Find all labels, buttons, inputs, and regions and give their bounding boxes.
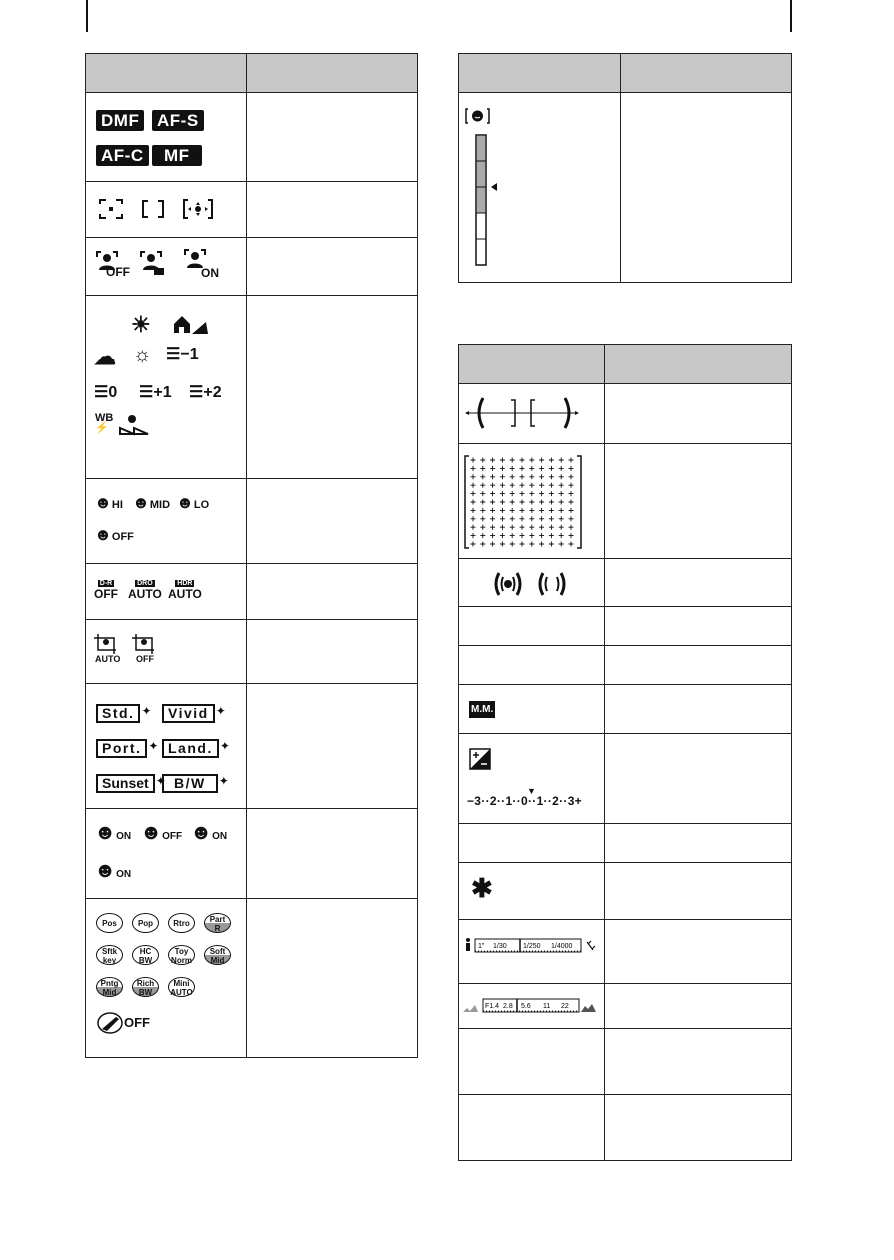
af-point <box>490 491 495 496</box>
af-point <box>490 542 495 547</box>
af-point <box>490 483 495 488</box>
af-point <box>500 516 505 521</box>
af-point <box>500 466 505 471</box>
af-point <box>480 500 485 505</box>
af-point <box>569 500 574 505</box>
af-point <box>480 508 485 513</box>
af-point <box>480 458 485 463</box>
picture-effect-icon: Pos <box>96 913 123 933</box>
shutter-mark: 1/250 <box>523 943 541 950</box>
af-point <box>539 458 544 463</box>
picture-effect-icon: Rtro <box>168 913 195 933</box>
smile-shutter-cell <box>86 809 247 899</box>
face-level-cell <box>459 93 621 283</box>
fluorescent-plus1-icon: ☰+1 <box>139 384 172 401</box>
picture-effect-off-icon: OFF <box>96 1011 150 1035</box>
style-landscape: Land. ✦ <box>162 739 230 758</box>
framing-off-icon <box>132 634 158 654</box>
framing-off-label: OFF <box>136 654 154 664</box>
focus-mode-cell <box>86 93 247 182</box>
soft-skin-lo-icon: ☻LO <box>176 493 210 512</box>
af-point <box>471 474 476 479</box>
fluorescent-0-icon: ☰0 <box>94 384 118 401</box>
smile-on-icon-2: ☻ON <box>190 821 228 844</box>
margin-line-right <box>790 0 792 32</box>
af-wide-frame-icon <box>463 396 583 430</box>
af-point <box>510 500 515 505</box>
face-registration-level-icon <box>465 107 515 267</box>
shutter-mark: 1/4000 <box>551 943 573 950</box>
style-bw: B/W ✦ <box>162 774 229 793</box>
af-point <box>480 474 485 479</box>
af-point <box>569 474 574 479</box>
af-point <box>529 516 534 521</box>
af-point <box>471 483 476 488</box>
af-point <box>471 500 476 505</box>
af-point <box>480 483 485 488</box>
shutter-speed-scale-cell <box>459 920 605 984</box>
af-point <box>471 525 476 530</box>
af-grid-cell <box>459 444 605 559</box>
af-point <box>539 491 544 496</box>
metered-manual-cell <box>459 685 605 734</box>
auto-port-framing-cell <box>86 620 247 684</box>
picture-effect-icon: Toy Norm <box>168 945 195 965</box>
af-point <box>520 542 525 547</box>
af-point <box>569 466 574 471</box>
shutter-mark: 1" <box>478 943 485 950</box>
empty-cell <box>459 1095 605 1161</box>
af-point <box>569 525 574 530</box>
af-point <box>490 474 495 479</box>
af-point <box>539 533 544 538</box>
af-point <box>490 516 495 521</box>
header-cell <box>459 54 621 93</box>
af-point <box>539 474 544 479</box>
af-point <box>471 491 476 496</box>
af-point <box>549 458 554 463</box>
ev-pointer-icon: ▼ <box>527 786 536 796</box>
exposure-comp-cell <box>459 734 605 824</box>
left-indicator-table <box>85 53 418 1058</box>
af-point <box>471 516 476 521</box>
header-cell <box>459 345 605 384</box>
creative-style-cell <box>86 684 247 809</box>
af-point <box>471 533 476 538</box>
fluorescent-minus1-icon: ☰−1 <box>166 346 199 363</box>
af-point <box>559 483 564 488</box>
af-point <box>520 508 525 513</box>
right-top-table <box>458 53 792 283</box>
framing-auto-icon <box>94 634 120 654</box>
face-off-label: OFF <box>106 265 130 279</box>
af-point <box>490 500 495 505</box>
aperture-mark: 11 <box>543 1003 551 1010</box>
style-sunset: Sunset ✦ <box>96 774 166 793</box>
af-point <box>529 525 534 530</box>
af-point <box>490 525 495 530</box>
fluorescent-plus2-icon: ☰+2 <box>189 384 222 401</box>
empty-cell <box>459 1029 605 1095</box>
af-point <box>529 466 534 471</box>
picture-effect-icon: Rich BW <box>132 977 159 997</box>
af-point <box>520 483 525 488</box>
aperture-scale-icon <box>463 996 601 1020</box>
af-point <box>510 533 515 538</box>
af-point <box>559 542 564 547</box>
aperture-mark: 22 <box>561 1003 569 1010</box>
af-point <box>549 542 554 547</box>
af-point-grid-icon <box>463 454 583 550</box>
af-point <box>569 491 574 496</box>
af-point <box>559 500 564 505</box>
af-point <box>510 483 515 488</box>
af-point <box>510 508 515 513</box>
af-point <box>529 533 534 538</box>
af-point <box>520 466 525 471</box>
af-point <box>510 466 515 471</box>
picture-effect-icon: Pop <box>132 913 159 933</box>
cloudy-icon: ☁ <box>94 344 116 369</box>
af-point <box>500 533 505 538</box>
mm-icon: M.M. <box>469 701 495 718</box>
af-point <box>520 525 525 530</box>
af-s-badge: AF-S <box>152 110 204 131</box>
empty-cell <box>459 646 605 685</box>
focus-area-icons <box>96 198 216 222</box>
header-cell <box>247 54 418 93</box>
af-c-badge: AF-C <box>96 145 149 166</box>
af-point <box>471 508 476 513</box>
af-point <box>539 525 544 530</box>
mf-badge: MF <box>152 145 202 166</box>
smile-on-icon-3: ☻ON <box>94 859 132 882</box>
af-point <box>471 542 476 547</box>
smile-on-icon-1: ☻ON <box>94 821 132 844</box>
soft-skin-cell <box>86 479 247 564</box>
af-point <box>529 508 534 513</box>
style-std: Std. ✦ <box>96 704 152 723</box>
af-point <box>569 483 574 488</box>
picture-effect-icon: Pntg Mid <box>96 977 123 997</box>
af-point <box>559 525 564 530</box>
steady-shot-cell <box>459 559 605 607</box>
af-point <box>529 491 534 496</box>
hdr-auto-icon: HDR AUTO <box>168 580 202 601</box>
af-point <box>490 466 495 471</box>
picture-effect-icon: Soft Mid <box>204 945 231 965</box>
af-point <box>500 458 505 463</box>
af-point <box>559 533 564 538</box>
af-point <box>520 474 525 479</box>
af-point <box>480 542 485 547</box>
af-frame-cell <box>459 384 605 444</box>
wb-flash-icon: WB ⚡ <box>95 412 114 434</box>
af-point <box>559 458 564 463</box>
af-point <box>520 491 525 496</box>
af-point <box>569 516 574 521</box>
header-cell <box>86 54 247 93</box>
af-point <box>539 500 544 505</box>
af-point <box>510 491 515 496</box>
style-portrait: Port. ✦ <box>96 739 158 758</box>
dro-hdr-cell <box>86 564 247 620</box>
af-point <box>549 508 554 513</box>
aperture-mark: F1.4 <box>485 1003 500 1010</box>
af-point <box>539 466 544 471</box>
aperture-mark: 5.6 <box>521 1003 531 1010</box>
smile-off-icon: ☻OFF <box>140 821 183 844</box>
shade-icon <box>172 314 210 336</box>
af-point <box>569 508 574 513</box>
shutter-speed-scale-icon <box>463 936 601 960</box>
af-point <box>529 542 534 547</box>
af-point <box>539 483 544 488</box>
af-point <box>549 500 554 505</box>
exposure-comp-icon <box>469 748 491 770</box>
af-point <box>471 466 476 471</box>
soft-skin-off-icon: ☻OFF <box>94 525 134 544</box>
af-point <box>549 474 554 479</box>
af-point <box>510 516 515 521</box>
af-point <box>510 525 515 530</box>
af-point <box>471 458 476 463</box>
af-point <box>490 458 495 463</box>
af-point <box>500 525 505 530</box>
picture-effect-icon: Sftk key <box>96 945 123 965</box>
margin-line-left <box>86 0 88 32</box>
af-point <box>490 508 495 513</box>
af-point <box>520 533 525 538</box>
af-point <box>500 474 505 479</box>
af-point <box>549 466 554 471</box>
af-point <box>500 508 505 513</box>
header-cell <box>621 54 792 93</box>
picture-effect-icon: Mini AUTO <box>168 977 195 997</box>
focus-area-cell <box>86 182 247 238</box>
af-point <box>480 516 485 521</box>
af-point <box>529 458 534 463</box>
framing-auto-label: AUTO <box>95 654 121 664</box>
af-point <box>500 491 505 496</box>
dro-auto-icon: DRO AUTO <box>128 580 162 601</box>
af-point <box>500 542 505 547</box>
af-point <box>569 458 574 463</box>
soft-skin-hi-icon: ☻HI <box>94 493 123 512</box>
empty-cell <box>459 607 605 646</box>
af-point <box>520 500 525 505</box>
af-point <box>569 533 574 538</box>
af-point <box>529 483 534 488</box>
face-detection-cell <box>86 238 247 296</box>
ae-lock-icon: ✱ <box>471 873 493 903</box>
white-balance-cell <box>86 296 247 479</box>
style-vivid: Vivid ✦ <box>162 704 226 723</box>
af-point <box>480 525 485 530</box>
af-point <box>549 491 554 496</box>
empty-cell <box>459 824 605 863</box>
face-detect-registered-icon <box>138 248 178 288</box>
af-point <box>549 533 554 538</box>
face-on-label: ON <box>201 266 219 280</box>
af-point <box>510 542 515 547</box>
right-bottom-table <box>458 344 792 1161</box>
incandescent-icon: ☼ <box>133 344 152 366</box>
header-cell <box>605 345 792 384</box>
af-point <box>520 516 525 521</box>
af-point <box>529 474 534 479</box>
dmf-badge: DMF <box>96 110 144 131</box>
af-point <box>539 508 544 513</box>
af-point <box>559 491 564 496</box>
af-point <box>480 466 485 471</box>
af-point <box>569 542 574 547</box>
shutter-mark: 1/30 <box>493 943 507 950</box>
af-point <box>480 533 485 538</box>
af-point <box>529 500 534 505</box>
af-point <box>480 491 485 496</box>
aperture-mark: 2.8 <box>503 1003 513 1010</box>
af-point <box>559 508 564 513</box>
af-point <box>500 500 505 505</box>
af-point <box>549 483 554 488</box>
af-point <box>539 516 544 521</box>
af-point <box>510 458 515 463</box>
custom-wb-icon <box>118 414 152 436</box>
daylight-icon: ☀ <box>131 312 151 337</box>
af-point <box>549 525 554 530</box>
aperture-scale-cell <box>459 984 605 1029</box>
af-point <box>510 474 515 479</box>
af-point <box>559 516 564 521</box>
ev-scale: −3··2··1··0··1··2··3+ <box>467 794 582 808</box>
spot-metering-cell <box>459 863 605 920</box>
af-point <box>520 458 525 463</box>
af-point <box>559 474 564 479</box>
af-point <box>500 483 505 488</box>
af-point <box>539 542 544 547</box>
picture-effect-cell <box>86 899 247 1058</box>
dro-off-icon: D-R OFF <box>94 580 118 601</box>
picture-effect-icon: Part R <box>204 913 231 933</box>
af-point <box>549 516 554 521</box>
picture-effect-icon: HC BW <box>132 945 159 965</box>
soft-skin-mid-icon: ☻MID <box>132 493 171 512</box>
af-point <box>559 466 564 471</box>
af-point <box>490 533 495 538</box>
camera-shake-icons <box>493 571 573 597</box>
